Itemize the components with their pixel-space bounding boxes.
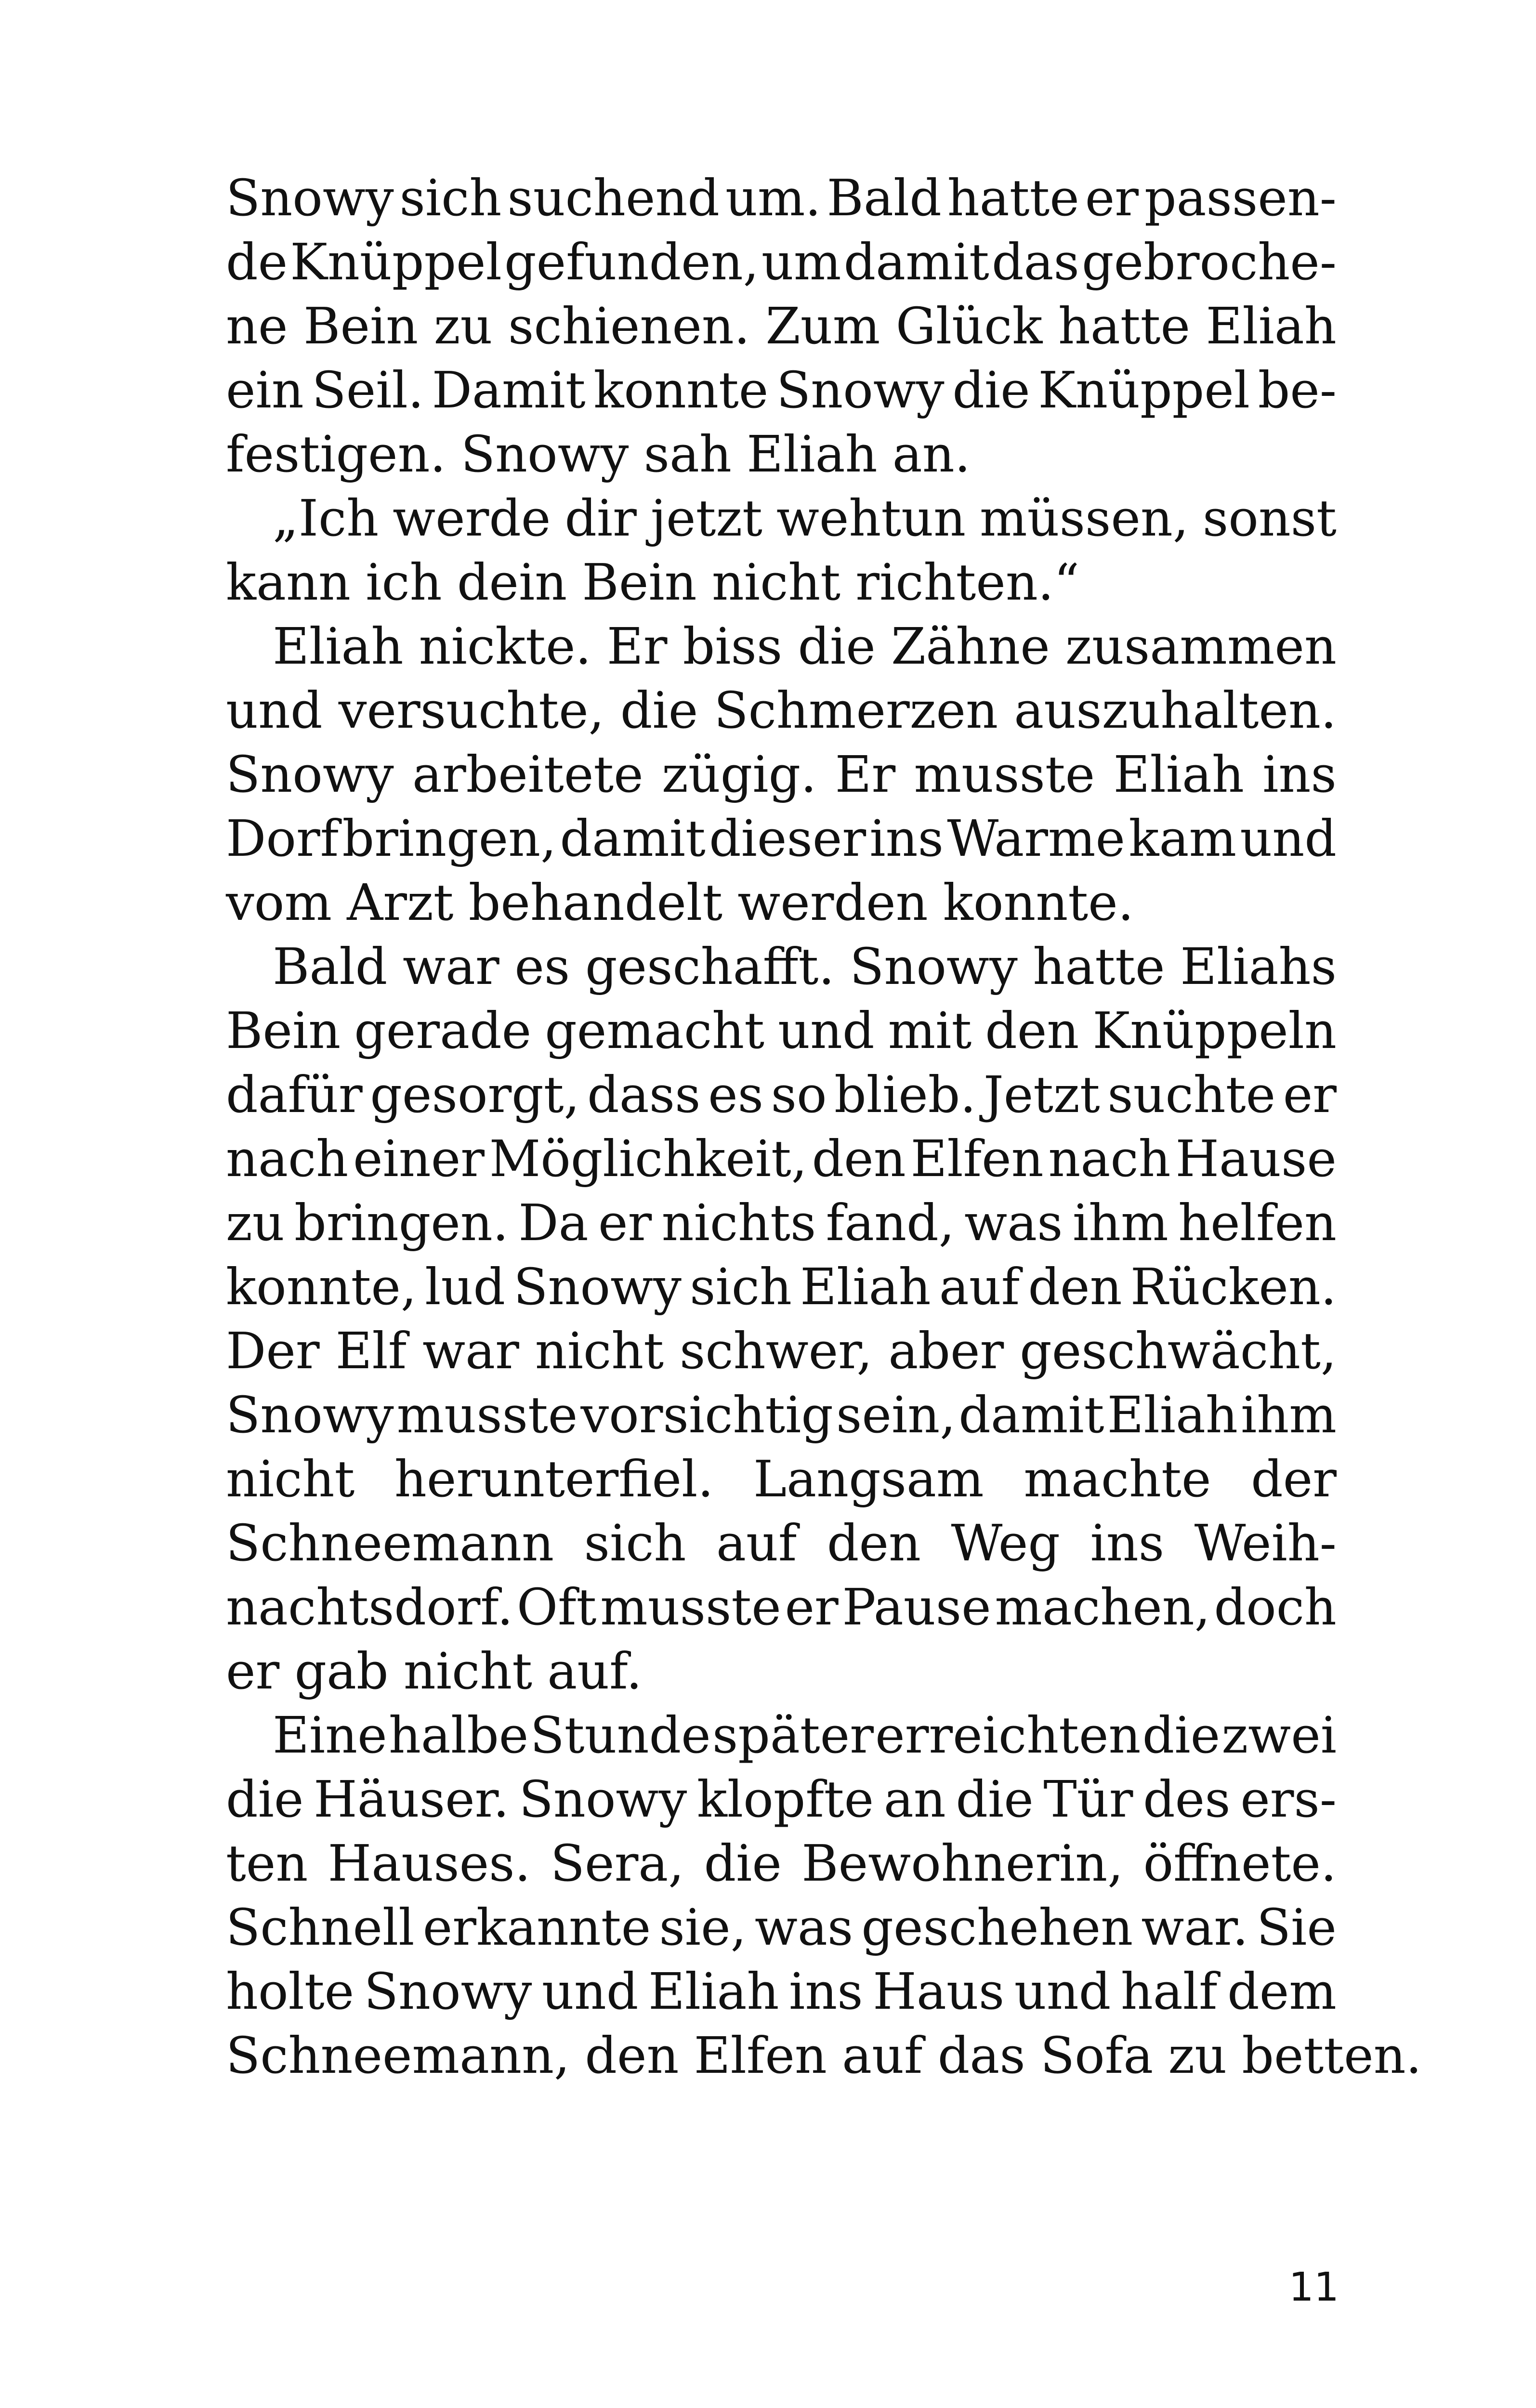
text-line: festigen. Snowy sah Eliah an.	[226, 425, 971, 484]
text-line: Snowy musste vorsichtig sein, damit Eliah ihm	[226, 1386, 1337, 1444]
text-line: holte Snowy und Eliah ins Haus und half dem	[226, 1962, 1337, 2021]
text-line: Bald war es geschafft. Snowy hatte Eliahs	[273, 937, 1337, 996]
text-line: zu bringen. Da er nichts fand, was ihm helfen	[226, 1193, 1337, 1252]
text-line: konnte, lud Snowy sich Eliah auf den Rücken.	[226, 1257, 1337, 1316]
text-line: Schnell erkannte sie, was geschehen war. Sie	[226, 1898, 1337, 1957]
text-line: de Knüppel gefunden, um damit das gebroche-	[226, 233, 1337, 291]
paragraph	[226, 615, 1337, 935]
text-line: ten Hauses. Sera, die Bewohnerin, öffnete.	[226, 1834, 1337, 1893]
text-line: „Ich werde dir jetzt wehtun müssen, sonst	[273, 489, 1337, 548]
paragraph	[226, 166, 1337, 486]
text-line: Der Elf war nicht schwer, aber geschwächt,	[226, 1322, 1337, 1380]
text-line: kann ich dein Bein nicht richten.“	[226, 553, 1080, 612]
text-line: Eliah nickte. Er biss die Zähne zusammen	[273, 617, 1337, 676]
text-line: Schneemann sich auf den Weg ins Weih-	[226, 1514, 1337, 1572]
text-line: Bein gerade gemacht und mit den Knüppeln	[226, 1001, 1337, 1060]
text-line: vom Arzt behandelt werden konnte.	[226, 873, 1134, 932]
paragraph	[226, 1703, 1422, 2088]
text-line: nachtsdorf. Oft musste er Pause machen, doch	[226, 1578, 1337, 1636]
text-line: er gab nicht auf.	[226, 1642, 643, 1701]
text-line: Snowy arbeitete zügig. Er musste Eliah ins	[226, 745, 1337, 804]
text-line: und versuchte, die Schmerzen auszuhalten.	[226, 681, 1337, 740]
text-line: dafür gesorgt, dass es so blieb. Jetzt suchte er	[226, 1065, 1337, 1124]
body-text	[226, 166, 1422, 2088]
paragraph	[226, 935, 1337, 1703]
text-line: nicht herunterfiel. Langsam machte der	[226, 1450, 1337, 1508]
page-number: 11	[1288, 2264, 1339, 2310]
text-line: die Häuser. Snowy klopfte an die Tür des ers-	[226, 1770, 1337, 1829]
text-line: Schneemann, den Elfen auf das Sofa zu betten.	[226, 2026, 1422, 2085]
text-line: ein Seil. Damit konnte Snowy die Knüppel be-	[226, 361, 1337, 419]
text-line: Eine halbe Stunde später erreichten die zwei	[273, 1706, 1337, 1765]
paragraph	[226, 486, 1337, 615]
text-line: Snowy sich suchend um. Bald hatte er passen-	[226, 169, 1337, 227]
text-line: nach einer Möglichkeit, den Elfen nach Hause	[226, 1129, 1337, 1188]
text-line: ne Bein zu schienen. Zum Glück hatte Eliah	[226, 297, 1337, 355]
text-line: Dorf bringen, damit dieser ins Warme kam und	[226, 809, 1337, 868]
